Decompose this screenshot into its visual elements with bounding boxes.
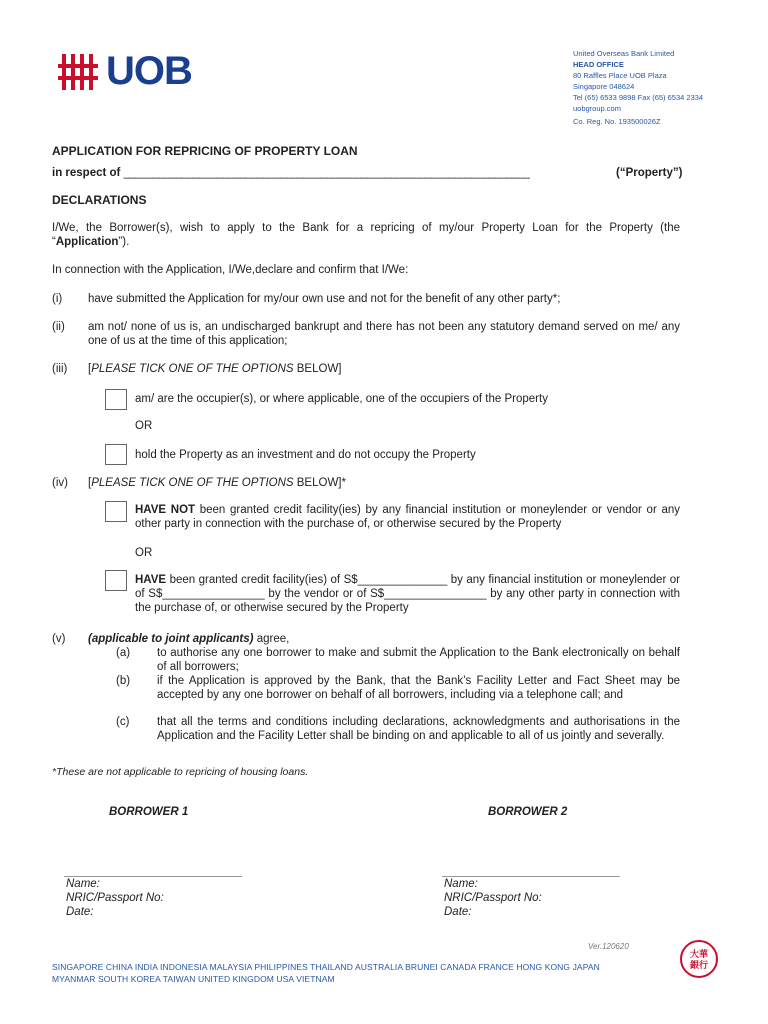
occupier-option-text: am/ are the occupier(s), or where applicable, one of the occupiers of the Property xyxy=(135,393,548,405)
item-vb-text: if the Application is approved by the Bank, that the Bank’s Facility Letter and Fact Sheet may be accepted by any one borrower on behalf of all borrowers, including via a telephone call; and xyxy=(157,675,680,701)
para1-text-a: I/We, the Borrower(s), wish to apply to the Bank for a repricing of my/our Property Loan for the Property (the “ xyxy=(52,222,680,248)
have-checkbox[interactable] xyxy=(105,570,127,591)
joint-applicants-label: (applicable to joint applicants) xyxy=(88,633,254,645)
investment-option-text: hold the Property as an investment and do not occupy the Property xyxy=(135,449,476,461)
item-vc-number: (c) xyxy=(116,716,130,728)
item-v-number: (v) xyxy=(52,633,66,645)
item-i-number: (i) xyxy=(52,293,63,305)
bracket-close: BELOW] xyxy=(293,363,342,375)
item-iv-number: (iv) xyxy=(52,477,68,489)
have-bold: HAVE xyxy=(135,574,167,586)
have-not-option-text xyxy=(135,503,680,531)
item-iii-number: (iii) xyxy=(52,363,68,375)
item-va-number: (a) xyxy=(116,647,131,659)
bank-name: United Overseas Bank Limited xyxy=(573,49,675,58)
uob-logo-text: UOB xyxy=(106,49,192,93)
have-not-bold: HAVE NOT xyxy=(135,504,196,516)
item-i-text: have submitted the Application for my/our own use and not for the benefit of any other party*; xyxy=(88,293,561,305)
declare-intro: In connection with the Application, I/We,declare and confirm that I/We: xyxy=(52,264,409,276)
have-option-text xyxy=(135,573,680,615)
uob-logo-mark-icon xyxy=(58,52,100,92)
borrower-1-date-label: Date: xyxy=(66,906,94,918)
declarations-heading: DECLARATIONS xyxy=(52,193,147,207)
bracket-open: [ xyxy=(88,363,92,375)
have-rest: been granted credit facility(ies) of S$______________ by any financial institution or moneylender or of S$________________ by the vendor or of S$________________ by any other party in connection with the purchase of, or otherwise secured by the Property xyxy=(135,574,680,614)
property-blank-field[interactable]: ______________________________________________________________________ xyxy=(123,167,530,179)
borrower-2-heading: BORROWER 2 xyxy=(488,806,568,818)
address-line-1: 80 Raffles Place UOB Plaza xyxy=(573,71,667,80)
property-suffix: (“Property”) xyxy=(616,167,683,179)
borrower-1-nric-label: NRIC/Passport No: xyxy=(66,892,164,904)
item-va-text: to authorise any one borrower to make and submit the Application to the Bank electronically on behalf of all borrowers; xyxy=(157,647,680,673)
borrower-2-date-label: Date: xyxy=(444,906,472,918)
have-not-rest: been granted credit facility(ies) by any financial institution or moneylender or vendor or any other party in connection with the purchase of, or otherwise secured by the Property xyxy=(135,504,680,530)
investment-checkbox[interactable] xyxy=(105,444,127,465)
bracket-close: BELOW]* xyxy=(293,477,346,489)
item-ii-text: am not/ none of us is, an undischarged bankrupt and there has not been any statutory demand served on me/ any one of us at the time of this application; xyxy=(88,321,680,347)
address-line-2: Singapore 048624 xyxy=(573,82,635,91)
bracket-open: [ xyxy=(88,477,92,489)
version-label: Ver.120620 xyxy=(588,942,629,951)
head-office-block xyxy=(573,48,703,127)
company-reg-no: Co. Reg. No. 193500026Z xyxy=(573,117,661,126)
borrower-2-name-label: Name: xyxy=(444,878,478,890)
borrower-2-nric-label: NRIC/Passport No: xyxy=(444,892,542,904)
countries-line-2: MYANMAR SOUTH KOREA TAIWAN UNITED KINGDOM USA VIETNAM xyxy=(52,974,335,984)
tel-fax: Tel (65) 6533 9898 Fax (65) 6534 2334 xyxy=(573,93,704,102)
property-line xyxy=(52,166,529,180)
item-ii-number: (ii) xyxy=(52,321,65,333)
agree-text: agree, xyxy=(253,633,290,645)
iii-or-text: OR xyxy=(135,420,153,432)
bank-seal-icon: 大華 銀行 xyxy=(680,940,718,978)
respect-prefix: in respect of xyxy=(52,167,121,179)
tick-instruction: PLEASE TICK ONE OF THE OPTIONS xyxy=(91,477,294,489)
item-vc-text: that all the terms and conditions including declarations, acknowledgments and authorisations in the Application and the Facility Letter shall be binding on and applicable to all of us jointly and severally. xyxy=(157,716,680,742)
borrower-1-name-label: Name: xyxy=(66,878,100,890)
website: uobgroup.com xyxy=(573,104,621,113)
borrower-1-heading: BORROWER 1 xyxy=(109,806,189,818)
iv-or-text: OR xyxy=(135,547,153,559)
form-title: APPLICATION FOR REPRICING OF PROPERTY LOAN xyxy=(52,144,358,158)
para1-bold: Application xyxy=(55,236,119,248)
occupier-checkbox[interactable] xyxy=(105,389,127,410)
application-paragraph xyxy=(52,221,680,249)
head-office-label: HEAD OFFICE xyxy=(573,60,624,69)
countries-line-1: SINGAPORE CHINA INDIA INDONESIA MALAYSIA PHILIPPINES THAILAND AUSTRALIA BRUNEI CANADA FRANCE HONG KONG JAPAN xyxy=(52,962,600,972)
item-iv-instruction xyxy=(88,476,346,490)
item-iii-instruction xyxy=(88,362,342,376)
tick-instruction: PLEASE TICK ONE OF THE OPTIONS xyxy=(91,363,294,375)
item-v-heading xyxy=(88,632,289,646)
item-vb-number: (b) xyxy=(116,675,131,687)
para1-text-b: ”). xyxy=(118,236,130,248)
footnote: *These are not applicable to repricing of housing loans. xyxy=(52,766,309,778)
have-not-checkbox[interactable] xyxy=(105,501,127,522)
